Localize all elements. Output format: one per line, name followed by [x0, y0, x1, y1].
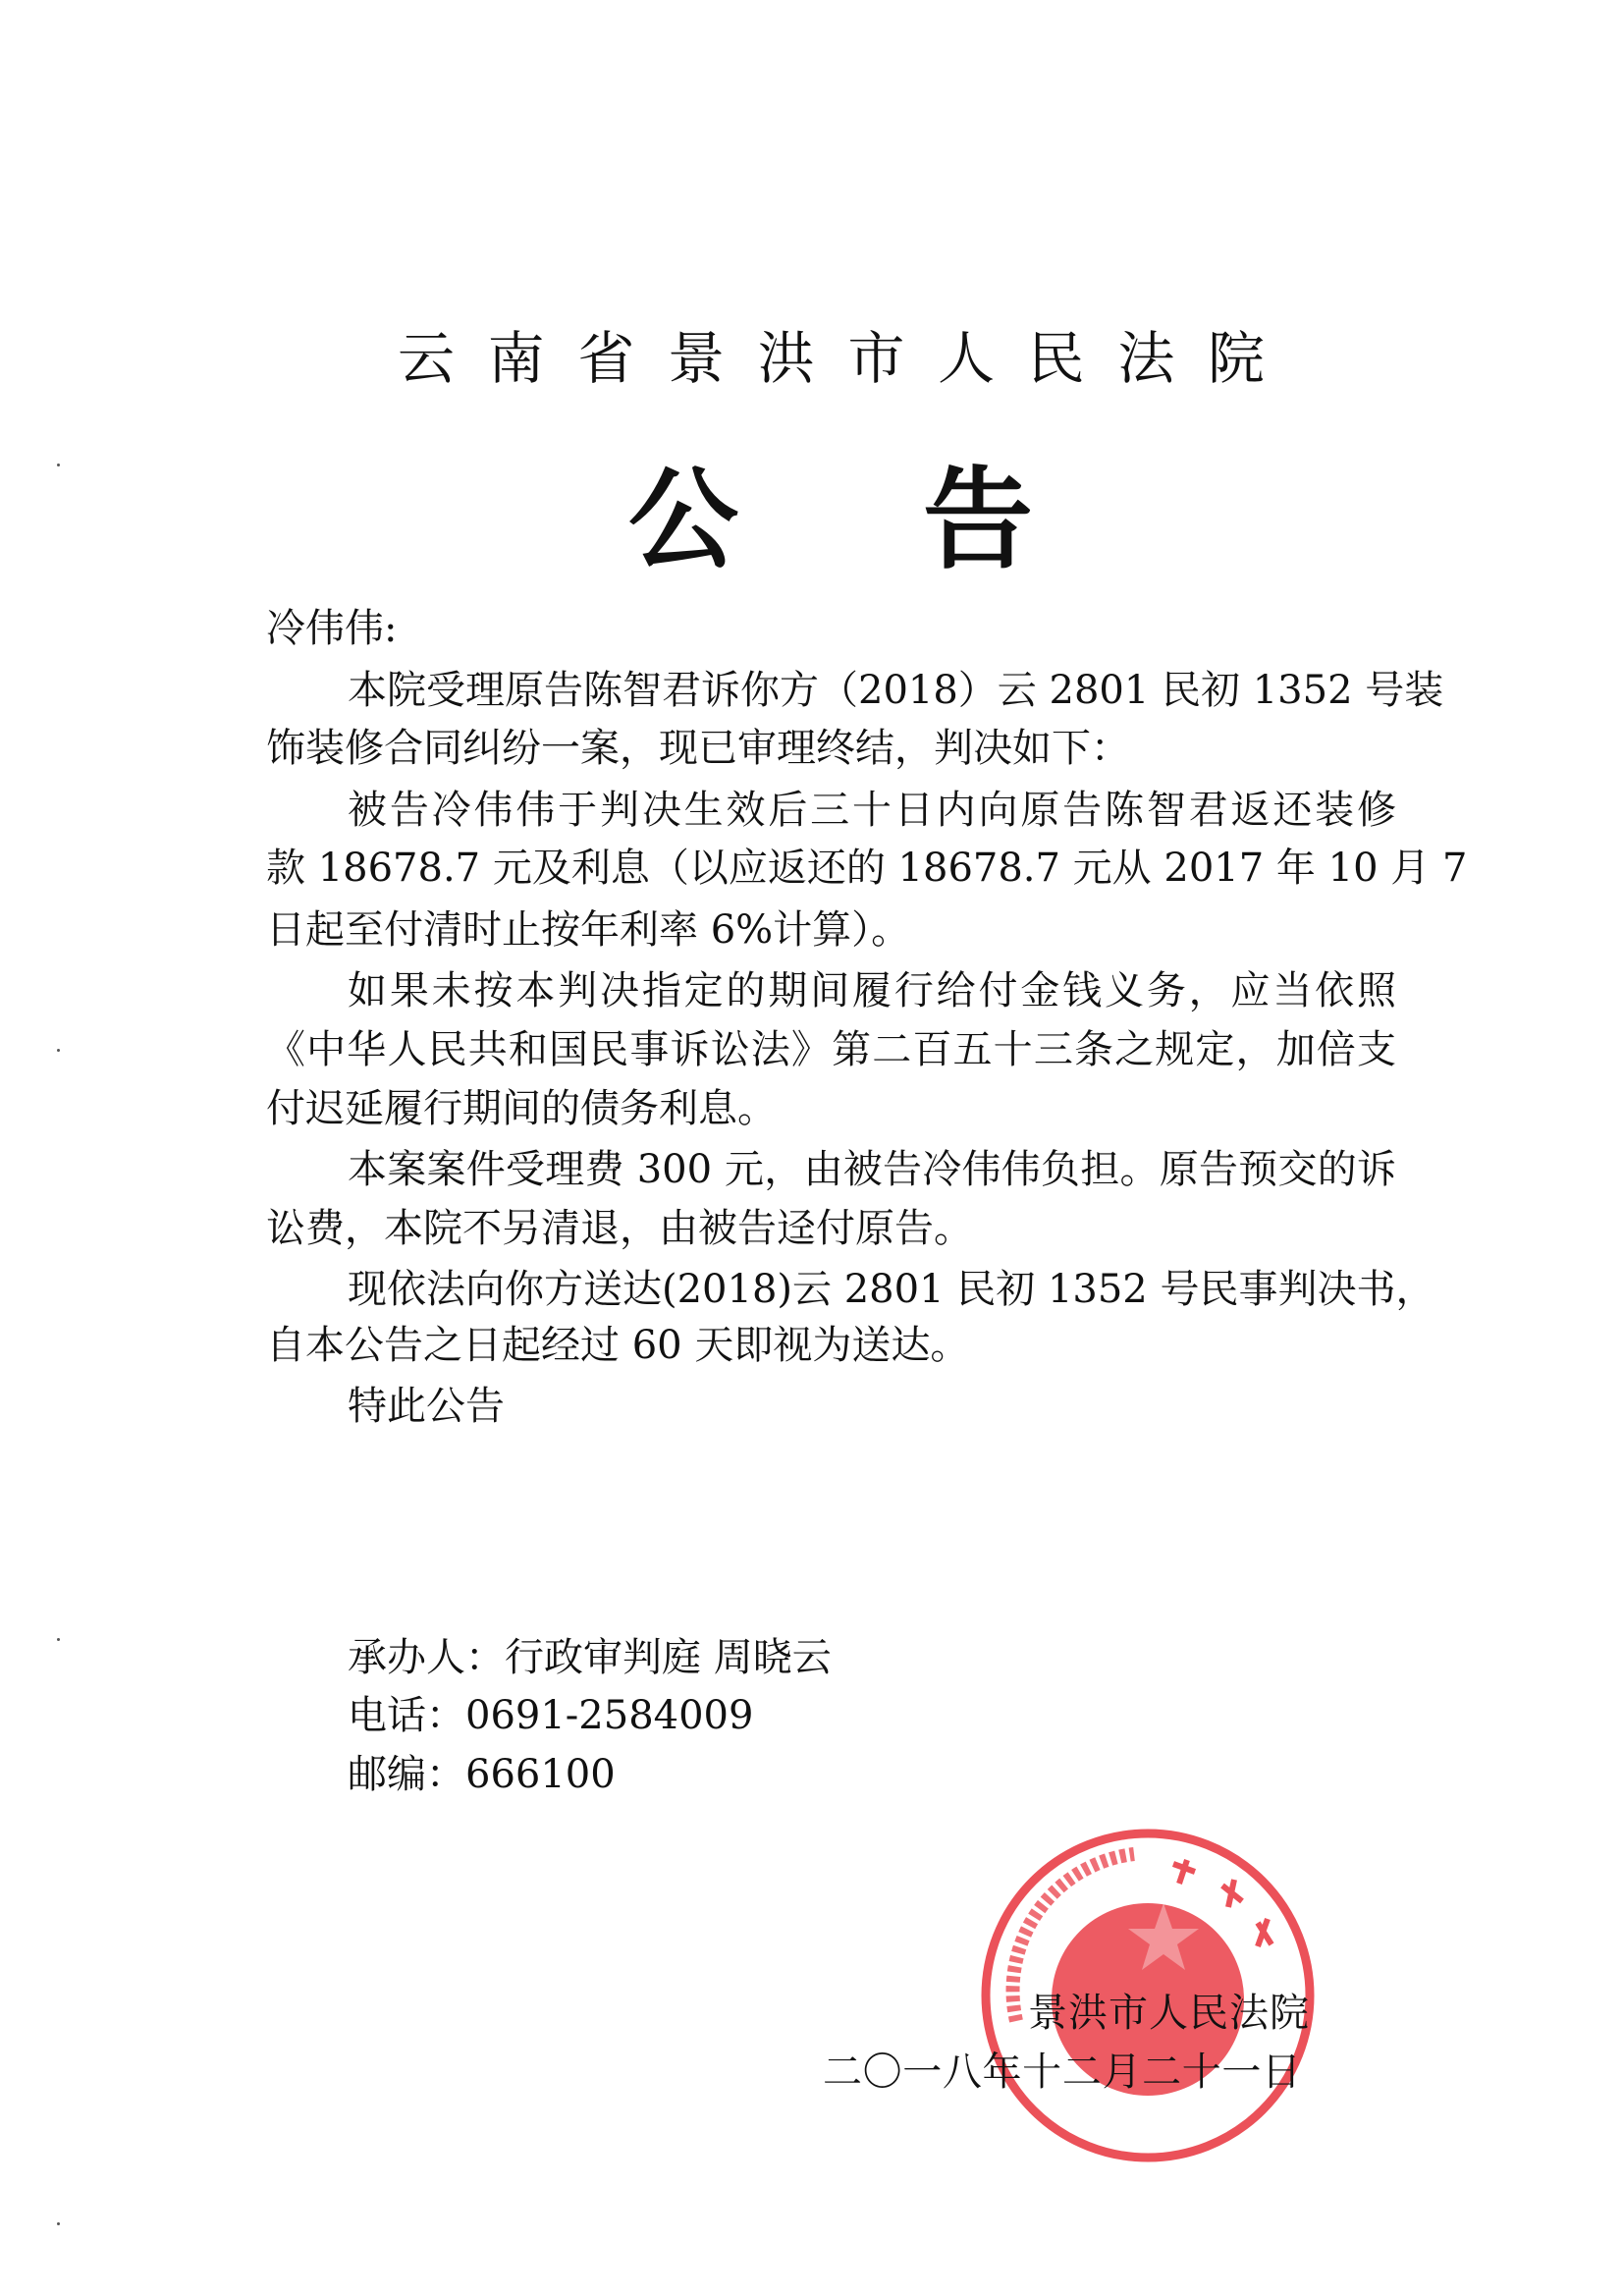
phone-info: 电话：0691-2584009	[348, 1693, 754, 1738]
scan-dot	[57, 464, 60, 466]
scan-dot	[57, 1049, 60, 1052]
body-line: 现依法向你方送达(2018)云 2801 民初 1352 号民事判决书，	[348, 1267, 1435, 1312]
signature-court-name: 景洪市人民法院	[1028, 1991, 1309, 2036]
court-name-heading: 云南省景洪市人民法院	[398, 325, 1265, 392]
body-line: 付迟延履行期间的债务利息。	[266, 1086, 777, 1131]
body-line: 款 18678.7 元及利息（以应返还的 18678.7 元从 2017 年 10 月 7	[266, 846, 1468, 891]
body-line: 本案案件受理费 300 元，由被告冷伟伟负担。原告预交的诉	[348, 1147, 1396, 1192]
postcode-info: 邮编：666100	[348, 1752, 616, 1797]
body-line: 自本公告之日起经过 60 天即视为送达。	[266, 1323, 970, 1368]
document-title: 公 告	[628, 456, 1033, 584]
addressee: 冷伟伟:	[266, 606, 398, 651]
handler-info: 承办人：行政审判庭 周晓云	[348, 1635, 832, 1680]
body-line: 讼费，本院不另清退，由被告迳付原告。	[266, 1206, 973, 1251]
scan-dot	[57, 1638, 60, 1641]
closing-line: 特此公告	[348, 1384, 505, 1429]
body-line: 被告冷伟伟于判决生效后三十日内向原告陈智君返还装修	[348, 788, 1396, 833]
signature-date: 二〇一八年十二月二十一日	[823, 2050, 1301, 2095]
body-line: 日起至付清时止按年利率 6%计算）。	[266, 907, 911, 953]
body-line: 饰装修合同纠纷一案，现已审理终结，判决如下：	[266, 726, 1130, 771]
scan-dot	[57, 2222, 60, 2225]
body-line: 如果未按本判决指定的期间履行给付金钱义务，应当依照	[348, 968, 1396, 1013]
body-line: 《中华人民共和国民事诉讼法》第二百五十三条之规定，加倍支	[266, 1027, 1396, 1072]
body-line: 本院受理原告陈智君诉你方（2018）云 2801 民初 1352 号装	[348, 668, 1444, 713]
